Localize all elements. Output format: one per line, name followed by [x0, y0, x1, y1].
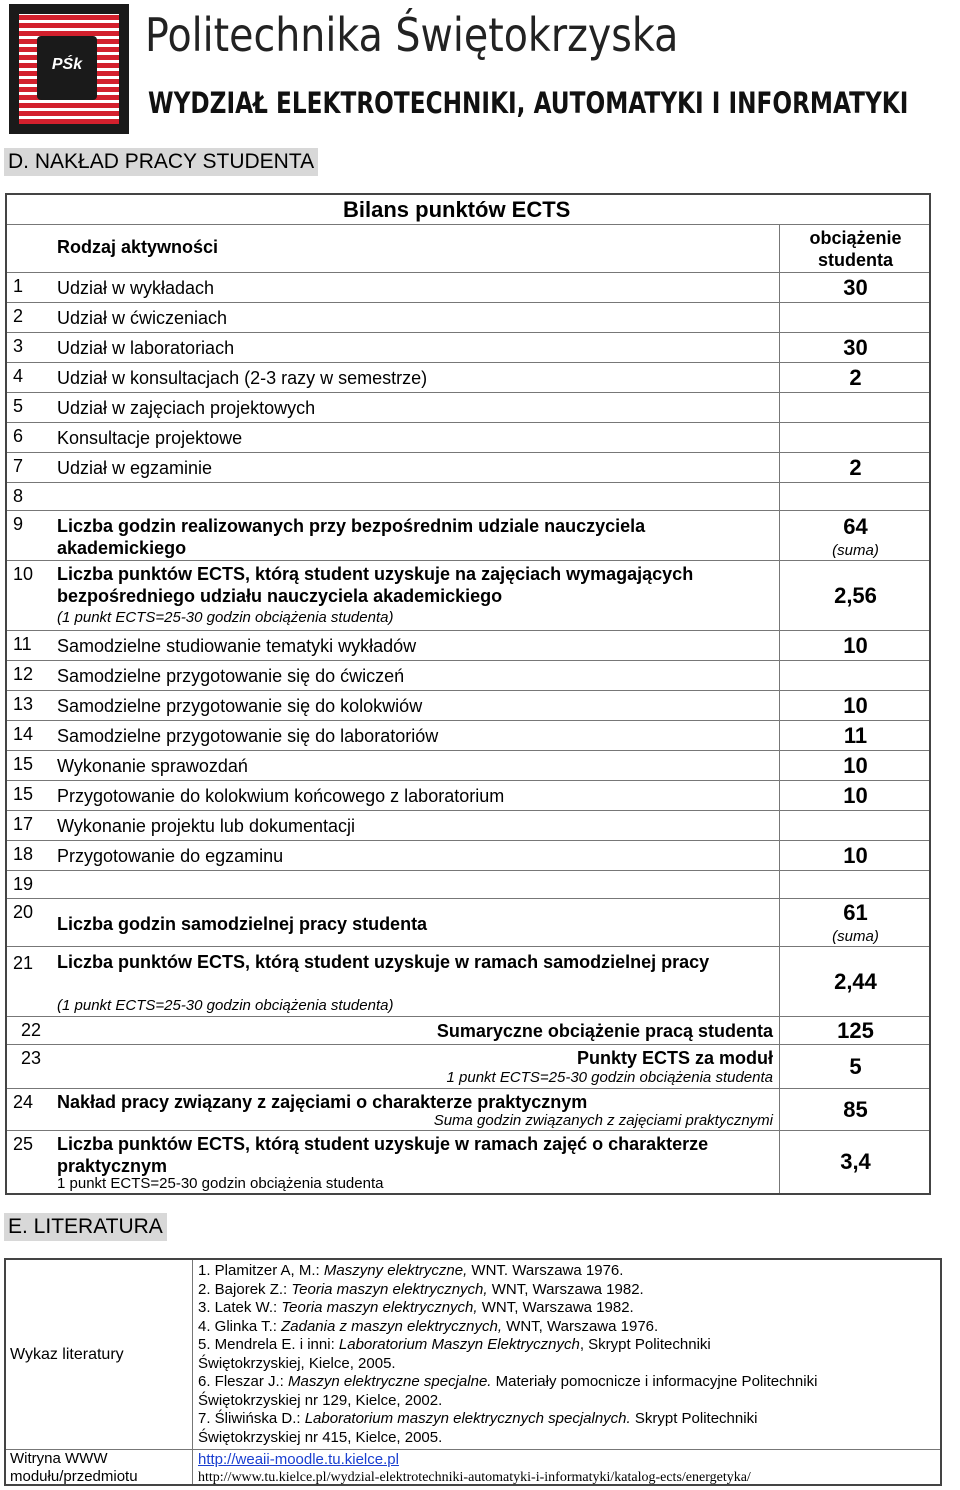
literature-item: 3. Latek W.: Teoria maszyn elektrycznych, WNT, Warszawa 1982. [198, 1299, 634, 1316]
faculty-name: WYDZIAŁ ELEKTROTECHNIKI, AUTOMATYKI I INFORMATYKI [148, 86, 909, 120]
page-header [0, 0, 960, 140]
literature-table [4, 1258, 942, 1486]
table-row: 3 Udział w laboratoriach 30 [7, 333, 929, 363]
literature-item: 4. Glinka T.: Zadania z maszyn elektrycznych, WNT, Warszawa 1976. [198, 1317, 659, 1335]
table-row: 18 Przygotowanie do egzaminu 10 [7, 841, 929, 871]
literature-item: 1. Plamitzer A, M.: Maszyny elektryczne, WNT. Warszawa 1976. [198, 1262, 624, 1279]
table-row: 15 Przygotowanie do kolokwium końcowego z laboratorium 10 [7, 781, 929, 811]
table-row: 11 Samodzielne studiowanie tematyki wykładów 10 [7, 631, 929, 661]
table-row: 17 Wykonanie projektu lub dokumentacji [7, 811, 929, 841]
table-row: 15 Wykonanie sprawozdań 10 [7, 751, 929, 781]
table-row: 23 Punkty ECTS za moduł 1 punkt ECTS=25-30 godzin obciążenia studenta 5 [7, 1045, 929, 1089]
literature-item: 7. Śliwińska D.: Laboratorium maszyn elektrycznych specjalnych. Skrypt Politechniki Świętokrzyskiej nr 415, Kielce, 2005. [198, 1410, 758, 1446]
university-logo: PŚk [9, 4, 129, 134]
literature-item: 5. Mendrela E. i inni: Laboratorium Maszyn Elektrycznych, Skrypt Politechniki Świętokrzyskiej, Kielce, 2005. [198, 1336, 711, 1372]
table-row: 12 Samodzielne przygotowanie się do ćwiczeń [7, 661, 929, 691]
ects-table [5, 193, 931, 1195]
table-title: Bilans punktów ECTS [343, 197, 571, 222]
literature-label: Wykaz literatury [10, 1346, 124, 1363]
table-header-row [7, 225, 929, 273]
table-row: 14 Samodzielne przygotowanie się do laboratoriów 11 [7, 721, 929, 751]
table-row: 2 Udział w ćwiczeniach [7, 303, 929, 333]
table-row: 7 Udział w egzaminie 2 [7, 453, 929, 483]
literature-list [198, 1262, 938, 1447]
table-row: 25 Liczba punktów ECTS, którą student uzyskuje w ramach zajęć o charakterze praktycznym 1 punkt ECTS=25-30 godzin obciążenia studenta 3,4 [7, 1131, 929, 1193]
col-activity-header: Rodzaj aktywności [57, 237, 219, 257]
table-row: 10 Liczba punktów ECTS, którą student uzyskuje na zajęciach wymagających bezpośredniego udziału nauczyciela akademickiego (1 punkt ECTS=25-30 godzin obciążenia studenta) 2,56 [7, 561, 929, 631]
table-row: 1 Udział w wykładach 30 [7, 273, 929, 303]
literature-item: 2. Bajorek Z.: Teoria maszyn elektrycznych, WNT, Warszawa 1982. [198, 1280, 644, 1298]
section-d-title: D. NAKŁAD PRACY STUDENTA [4, 148, 318, 176]
moodle-link[interactable]: http://weaii-moodle.tu.kielce.pl [198, 1451, 399, 1468]
www-label: Witryna WWW modułu/przedmiotu [10, 1450, 138, 1485]
table-row: 8 [7, 483, 929, 511]
table-row: 21 Liczba punktów ECTS, którą student uzyskuje w ramach samodzielnej pracy (1 punkt ECTS=25-30 godzin obciążenia studenta) 2,44 [7, 947, 929, 1017]
table-row: 6 Konsultacje projektowe [7, 423, 929, 453]
table-title-row [7, 195, 929, 225]
col-load-header: obciążenie studenta [779, 225, 931, 272]
table-row: 22 Sumaryczne obciążenie pracą studenta 125 [7, 1017, 929, 1045]
table-row: 24 Nakład pracy związany z zajęciami o charakterze praktycznym Suma godzin związanych z zajęciami praktycznymi 85 [7, 1089, 929, 1131]
table-row: 19 [7, 871, 929, 899]
table-row: 20 Liczba godzin samodzielnej pracy studenta 61 (suma) [7, 899, 929, 947]
literature-item: 6. Fleszar J.: Maszyn elektryczne specjalne. Materiały pomocnicze i informacyjne Politechniki Świętokrzyskiej nr 129, Kielce, 2002. [198, 1373, 818, 1409]
table-row: 13 Samodzielne przygotowanie się do kolokwiów 10 [7, 691, 929, 721]
university-name: Politechnika Świętokrzyska [145, 8, 679, 62]
table-row: 9 Liczba godzin realizowanych przy bezpośrednim udziale nauczyciela akademickiego 64 (suma) [7, 511, 929, 561]
table-row: 4 Udział w konsultacjach (2-3 razy w semestrze) 2 [7, 363, 929, 393]
catalog-url[interactable]: http://www.tu.kielce.pl/wydzial-elektrotechniki-automatyki-i-informatyki/katalog-ects/energetyka/ [198, 1470, 751, 1485]
section-e-title: E. LITERATURA [4, 1213, 167, 1241]
table-row: 5 Udział w zajęciach projektowych [7, 393, 929, 423]
